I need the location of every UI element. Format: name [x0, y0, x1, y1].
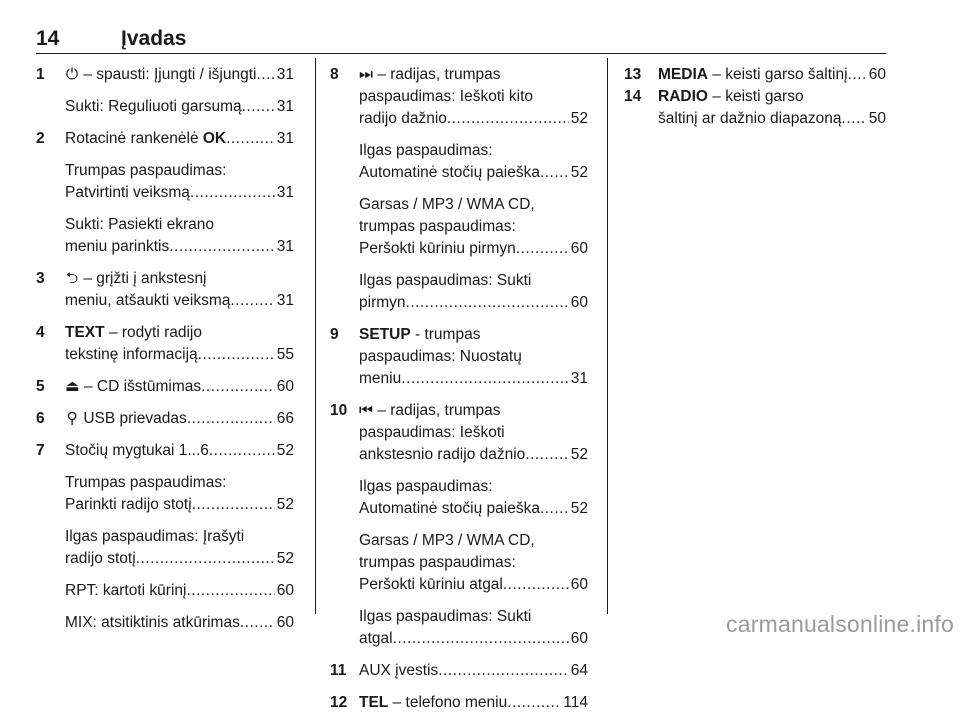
page-ref[interactable]: 52	[570, 500, 588, 517]
list-item-9: 9 SETUP - trumpas paspaudimas: Nuostatų meniu ..... 31	[330, 324, 588, 390]
item-number: 14	[624, 88, 642, 105]
column-1	[36, 64, 294, 644]
page-ref[interactable]: 60	[276, 378, 294, 395]
page-ref[interactable]: 52	[570, 164, 588, 181]
page-ref[interactable]: 60	[570, 294, 588, 311]
page-ref[interactable]: 60	[570, 240, 588, 257]
page-ref[interactable]: 31	[276, 98, 294, 115]
page-ref[interactable]: 52	[276, 550, 294, 567]
page-ref[interactable]: 31	[276, 66, 294, 83]
previous-track-icon: ⏮	[359, 402, 373, 419]
column-2	[330, 64, 588, 724]
page-ref[interactable]: 50	[868, 110, 886, 127]
page-ref[interactable]: 60	[276, 582, 294, 599]
column-divider	[315, 58, 316, 614]
list-item-4: 4 TEXT – rodyti radijo tekstinę informaciją ..... 55	[36, 322, 294, 366]
item-number: 5	[36, 378, 45, 395]
item-number: 6	[36, 410, 45, 427]
item-number: 11	[330, 662, 347, 679]
item-number: 8	[330, 66, 339, 83]
list-item-6: 6 ⚲ USB prievadas ..... 66	[36, 408, 294, 430]
item-number: 3	[36, 270, 45, 287]
page-ref[interactable]: 52	[276, 496, 294, 513]
eject-icon: ⏏	[65, 378, 80, 395]
item-number: 12	[330, 694, 348, 711]
page-ref[interactable]: 55	[276, 346, 294, 363]
item-number: 10	[330, 402, 348, 419]
list-item-8: 8 ⏭ – radijas, trumpas paspaudimas: Ieškoti kito radijo dažnio ..... 52 Ilgas paspaudimas: Automatinė stočių paieška ..... 52 Garsas / MP3 / WMA CD, trumpas paspaudimas: Peršokti kūriniu pirmyn ..... 60 Ilgas paspaudimas: Sukti pirmyn ..... 60	[330, 64, 588, 314]
column-divider	[607, 58, 608, 614]
item-number: 9	[330, 326, 339, 343]
page-ref[interactable]: 31	[276, 292, 294, 309]
list-item-5: 5 ⏏ – CD išstūmimas ..... 60	[36, 376, 294, 398]
watermark: carmanualsonline.info	[726, 611, 954, 637]
item-number: 7	[36, 442, 45, 459]
page-ref[interactable]: 31	[276, 184, 294, 201]
list-item-7: 7 Stočių mygtukai 1...6 ..... 52 Trumpas paspaudimas: Parinkti radijo stotį ..... 52 Ilgas paspaudimas: Įrašyti radijo stotį ..... 52 RPT: kartoti kūrinį ..... 60 MIX: atsitiktinis atkūrimas ..... 60	[36, 440, 294, 634]
back-icon: ⮌	[65, 270, 79, 287]
page-ref[interactable]: 114	[563, 694, 588, 711]
list-item-2: 2 Rotacinė rankenėlė OK ..... 31 Trumpas paspaudimas: Patvirtinti veiksmą ..... 31 Sukti: Pasiekti ekrano meniu parinktis ..... 31	[36, 128, 294, 258]
page-ref[interactable]: 60	[570, 630, 588, 647]
item-number: 2	[36, 130, 45, 147]
page-header	[36, 27, 886, 54]
page-ref[interactable]: 60	[868, 66, 886, 83]
page-number: 14	[36, 27, 60, 50]
chapter-title: Įvadas	[121, 27, 187, 50]
page-ref[interactable]: 52	[570, 446, 588, 463]
list-item-12: 12 TEL – telefono meniu ..... 114	[330, 692, 588, 714]
list-item-13: 13 MEDIA – keisti garso šaltinį ..... 60	[624, 64, 886, 86]
item-number: 13	[624, 66, 642, 83]
list-item-11: 11 AUX įvestis ..... 64	[330, 660, 588, 682]
page-ref[interactable]: 64	[570, 662, 588, 679]
item-number: 4	[36, 324, 45, 341]
next-track-icon: ⏭	[359, 66, 373, 83]
page-ref[interactable]: 31	[276, 130, 294, 147]
page-ref[interactable]: 52	[570, 110, 588, 127]
list-item-3: 3 ⮌ – grįžti į ankstesnį meniu, atšaukti veiksmą ..... 31	[36, 268, 294, 312]
page-ref[interactable]: 60	[570, 576, 588, 593]
power-icon: ⏻	[65, 66, 79, 83]
page-ref[interactable]: 60	[276, 614, 294, 631]
page-ref[interactable]: 66	[276, 410, 294, 427]
page-ref[interactable]: 31	[276, 238, 294, 255]
list-item-10: 10 ⏮ – radijas, trumpas paspaudimas: Ieškoti ankstesnio radijo dažnio ..... 52 Ilgas paspaudimas: Automatinė stočių paieška ..... 52 Garsas / MP3 / WMA CD, trumpas paspaudimas: Peršokti kūriniu atgal ..... 60 Ilgas paspaudimas: Sukti atgal ..... 60	[330, 400, 588, 650]
list-item-1: 1 ⏻ – spausti: Įjungti / išjungti ..... 31 Sukti: Reguliuoti garsumą ..... 31	[36, 64, 294, 118]
item-number: 1	[36, 66, 45, 83]
column-3	[624, 64, 886, 130]
usb-icon: ⚲	[66, 410, 78, 427]
page-ref[interactable]: 52	[276, 442, 294, 459]
page-ref[interactable]: 31	[570, 370, 588, 387]
list-item-14: 14 RADIO – keisti garso šaltinį ar dažnio diapazoną ..... 50	[624, 86, 886, 130]
